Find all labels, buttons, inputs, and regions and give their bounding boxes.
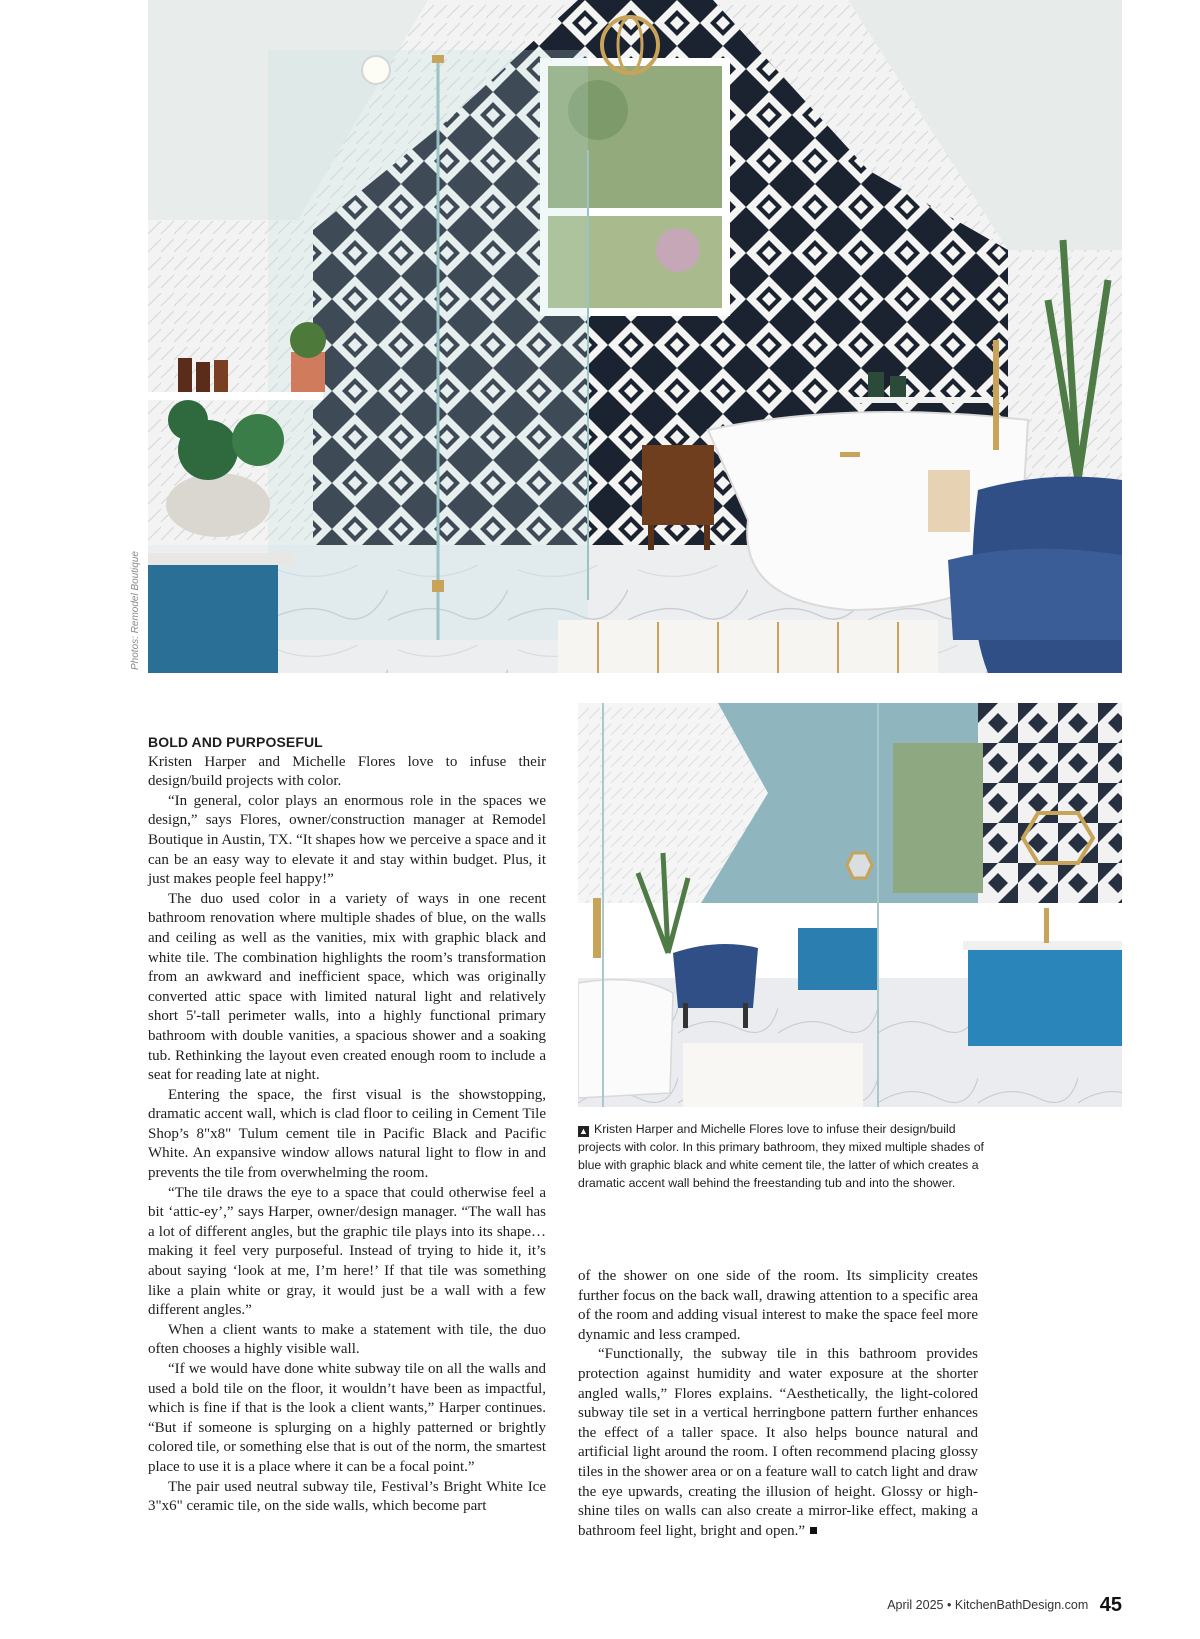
paragraph: “The tile draws the eye to a space that could otherwise feel a bit ‘attic-ey’,” says Harper, owner/design manager. “The wall has a lot of different angles, but the graphic tile plays into its shape…making it feel very purposeful. Instead of trying to hide it, it’s about saying ‘look at me, I’m here!’ If that tile was something like a plain white or gray, it would just be a wall with a few different angles.”	[148, 1184, 546, 1319]
paragraph: Entering the space, the first visual is the showstopping, dramatic accent wall, which is clad floor to ceiling in Cement Tile Shop’s 8"x8" Tulum cement tile in Pacific Black and Pacific White. An expansive window allows natural light to flow in and prevents the tile from overwhelming the room.	[148, 1086, 546, 1182]
article-column-left	[148, 733, 546, 1517]
paragraph-text: “Functionally, the subway tile in this bathroom provides protection against humidity and water exposure at the shorter angled walls,” Flores explains. “Aesthetically, the light-colored subway tile set in a vertical herringbone pattern further enhances the effect of a taller space. It also helps bounce natural and artificial light around the room. I often recommend placing glossy tiles in the shower area or on a feature wall to catch light and draw the eye upwards, creating the illusion of height. Glossy or high-shine tiles on walls can also create a mirror-like effect, making a bathroom feel light, bright and open.”	[578, 1346, 978, 1539]
end-mark-icon	[810, 1527, 817, 1534]
photo-credit: Photos: Remodel Boutique	[130, 551, 141, 670]
paragraph: When a client wants to make a statement with tile, the duo often chooses a highly visible wall.	[148, 1321, 546, 1358]
article-heading: BOLD AND PURPOSEFUL	[148, 734, 323, 750]
hero-bathroom-photo	[148, 0, 1122, 673]
vanity-bathroom-photo	[578, 703, 1122, 1107]
paragraph: The pair used neutral subway tile, Festival’s Bright White Ice 3"x6" ceramic tile, on the side walls, which become part	[148, 1478, 546, 1515]
footer-separator: •	[946, 1598, 952, 1612]
arrow-up-icon: ▲	[579, 1126, 588, 1136]
photo-caption	[578, 1120, 988, 1192]
page-number: 45	[1099, 1594, 1122, 1616]
paragraph: “If we would have done white subway tile on all the walls and used a bold tile on the floor, it wouldn’t have been as impactful, which is fine if that is the look a client wants,” Harper continues. “But if someone is splurging on a highly patterned or brightly colored tile, or something else that is out of the norm, the smartest place to use it is a place where it can be a focal point.”	[148, 1361, 546, 1475]
issue-date: April 2025	[887, 1598, 944, 1612]
article-column-right	[578, 1267, 978, 1541]
website-link[interactable]: KitchenBathDesign.com	[954, 1598, 1089, 1612]
paragraph: of the shower on one side of the room. Its simplicity creates further focus on the back wall, drawing attention to a specific area of the room and adding visual interest to make the space feel more dynamic and less cramped.	[578, 1268, 978, 1343]
paragraph: “In general, color plays an enormous role in the spaces we design,” says Flores, owner/construction manager at Remodel Boutique in Austin, TX. “It shapes how we perceive a space and it can be an easy way to elevate it and stay within budget. Plus, it just makes people feel happy!”	[148, 792, 546, 888]
paragraph: The duo used color in a variety of ways in one recent bathroom renovation where multiple shades of blue, on the walls and ceiling as well as the vanities, mix with graphic black and white tile. The combination highlights the room’s transformation from an awkward and inefficient space, which was originally converted attic space with limited natural light and relatively short 5'-tall perimeter walls, into a highly functional primary bathroom with double vanities, a spacious shower and a soaking tub. Rethinking the layout even created enough room to include a seat for reading late at night.	[148, 890, 546, 1084]
page-footer	[887, 1594, 1122, 1617]
paragraph-last	[578, 1345, 978, 1541]
caption-text: Kristen Harper and Michelle Flores love to infuse their design/build projects with color. In this primary bathroom, they mixed multiple shades of blue with graphic black and white cement tile, the latter of which creates a dramatic accent wall behind the freestanding tub and into the shower.	[578, 1122, 984, 1190]
paragraph: Kristen Harper and Michelle Flores love to infuse their design/build projects with color.	[148, 753, 546, 790]
